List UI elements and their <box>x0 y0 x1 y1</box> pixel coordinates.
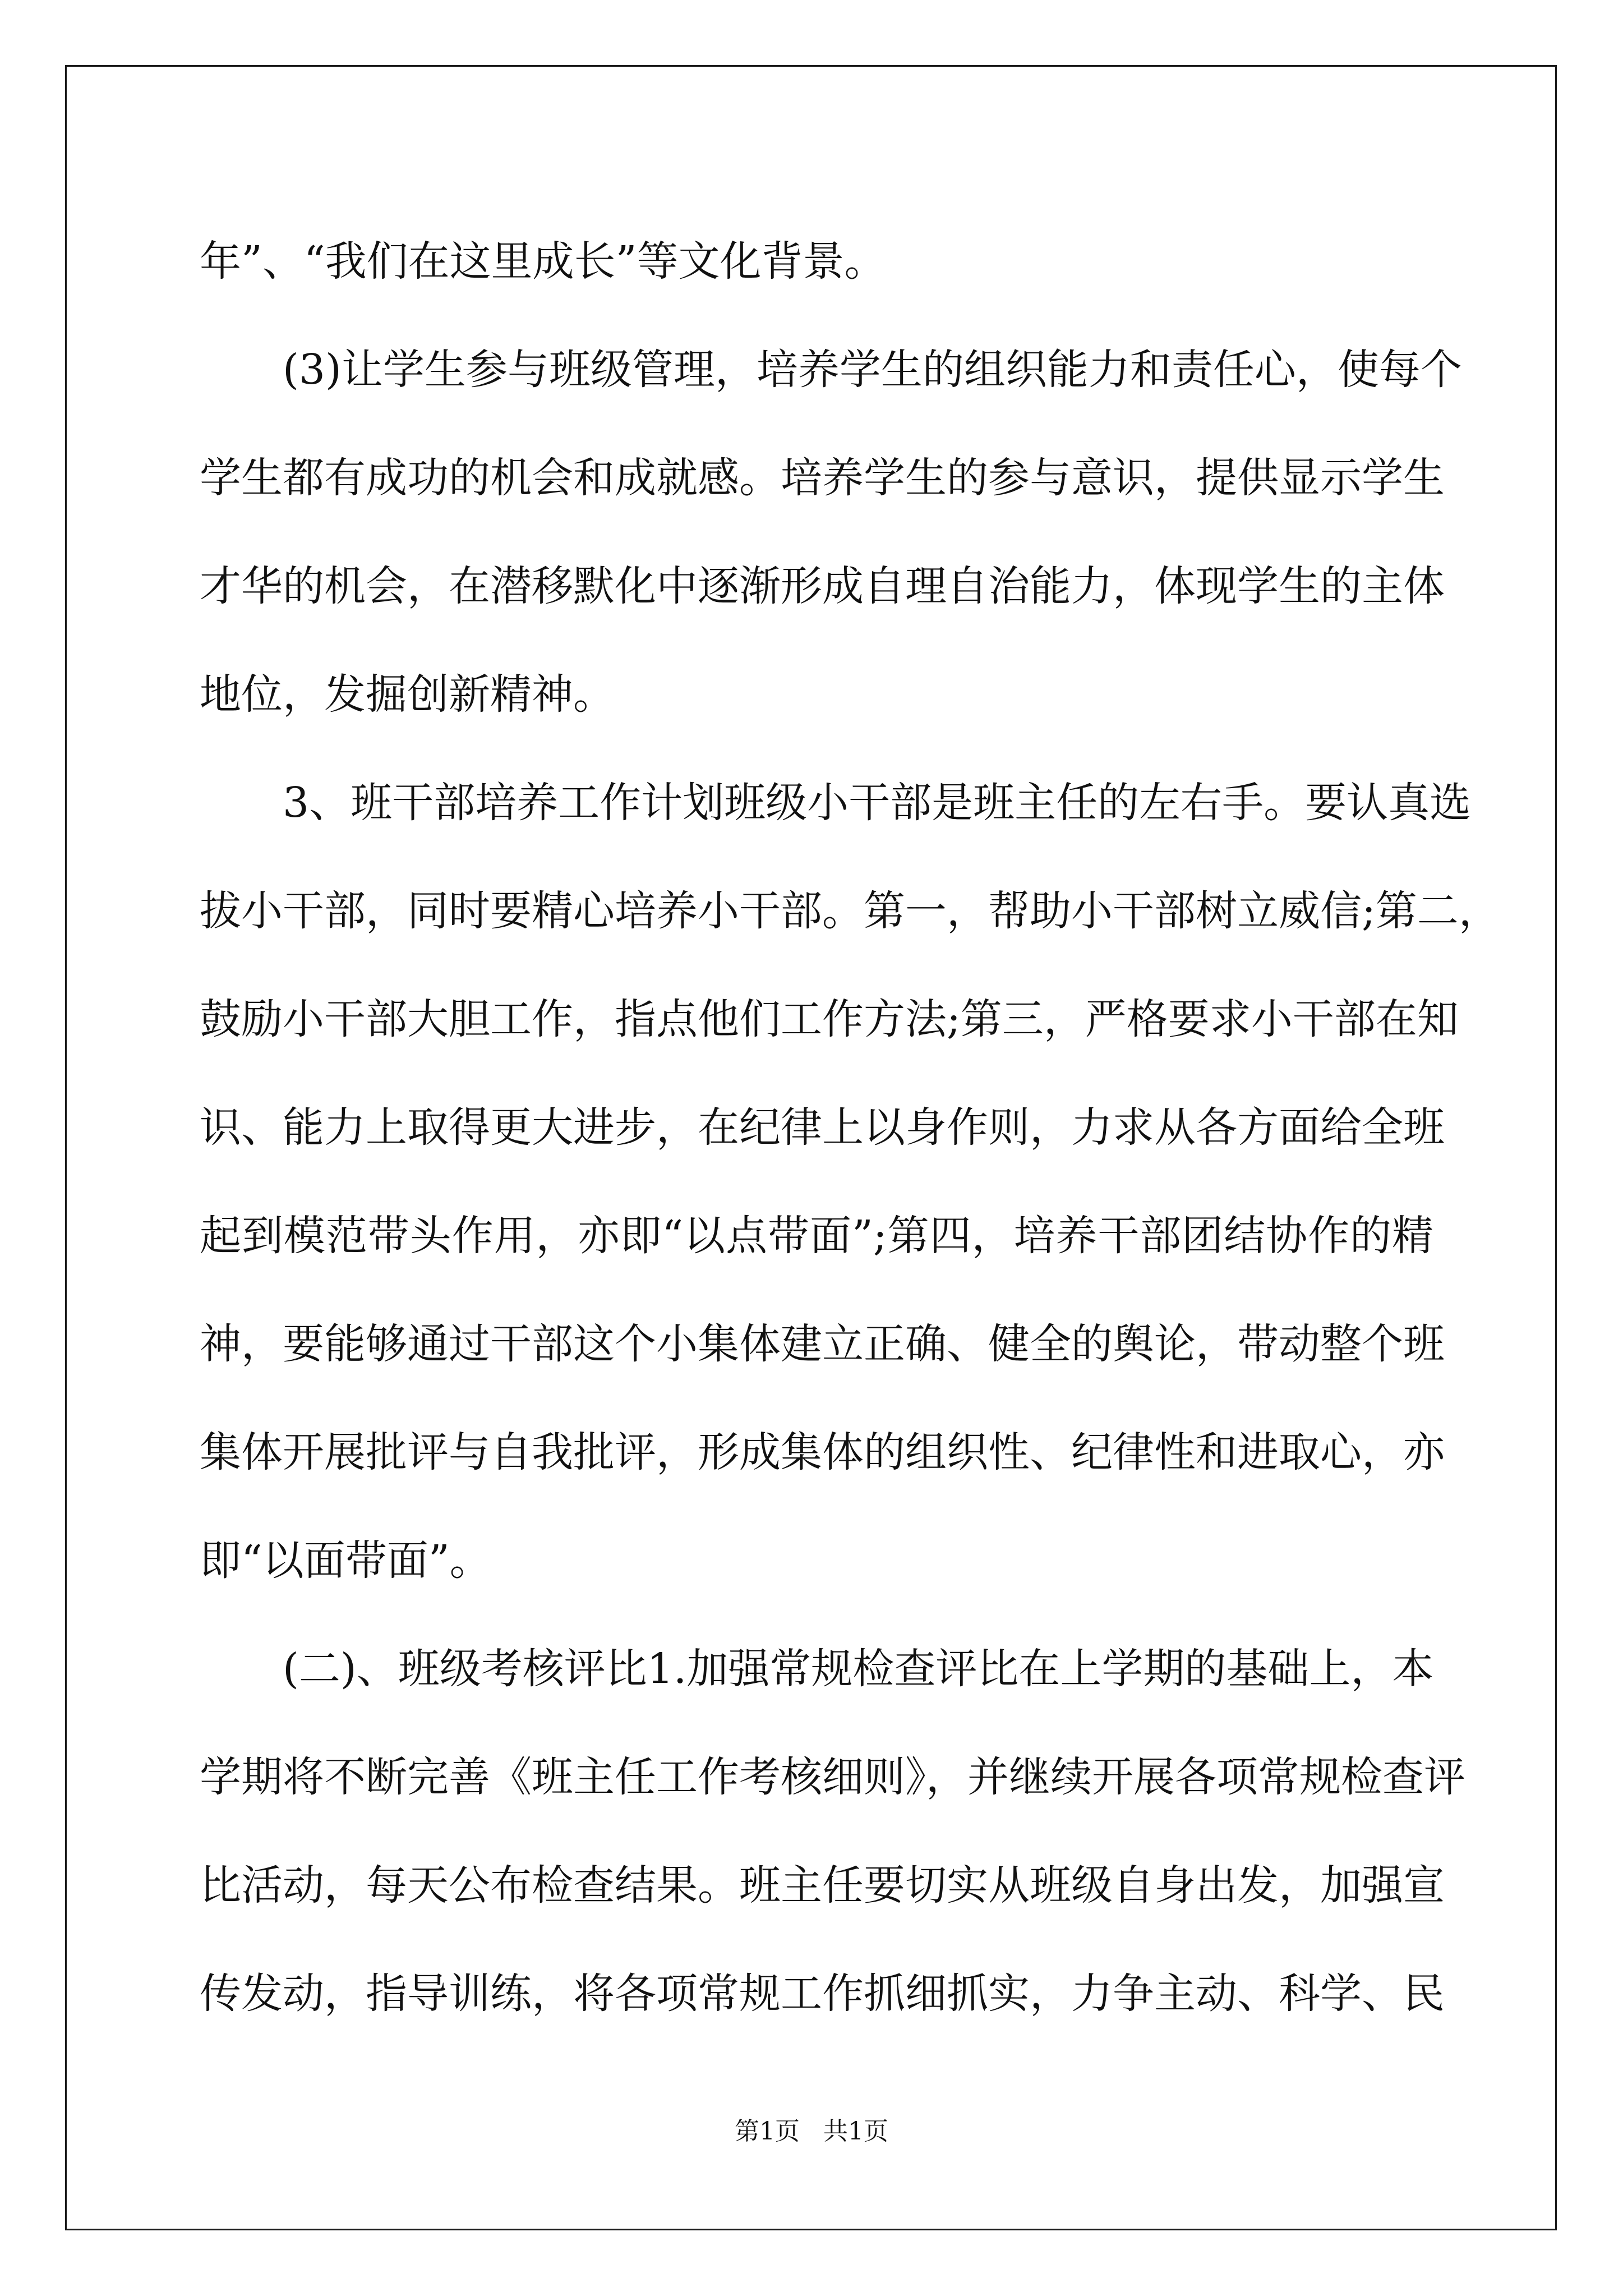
text-line: 地位，发掘创新精神。 <box>200 670 615 719</box>
text-line: (3)让学生参与班级管理，培养学生的组织能力和责任心，使每个 <box>283 346 1462 394</box>
text-line: 识、能力上取得更大进步，在纪律上以身作则，力求从各方面给全班 <box>200 1103 1445 1152</box>
text-line: 集体开展批评与自我批评，形成集体的组织性、纪律性和进取心，亦 <box>200 1428 1445 1476</box>
text-line: (二)、班级考核评比1.加强常规检查评比在上学期的基础上，本 <box>283 1645 1434 1693</box>
text-line: 比活动，每天公布检查结果。班主任要切实从班级自身出发，加强宣 <box>200 1861 1445 1910</box>
page-number: 第1页 <box>735 2117 800 2146</box>
text-line: 即“以面带面”。 <box>200 1536 491 1585</box>
text-line: 3、班干部培养工作计划班级小干部是班主任的左右手。要认真选 <box>283 779 1472 827</box>
text-line: 传发动，指导训练，将各项常规工作抓细抓实，力争主动、科学、民 <box>200 1970 1445 2018</box>
page-footer <box>0 2115 1623 2148</box>
text-line: 神，要能够通过干部这个小集体建立正确、健全的舆论，带动整个班 <box>200 1320 1445 1368</box>
page-total: 共1页 <box>823 2117 888 2146</box>
text-line: 拔小干部，同时要精心培养小干部。第一，帮助小干部树立威信;第二， <box>200 887 1500 935</box>
text-line: 年”、“我们在这里成长”等文化背景。 <box>200 237 886 286</box>
text-line: 学生都有成功的机会和成就感。培养学生的参与意识，提供显示学生 <box>200 454 1445 502</box>
text-line: 才华的机会，在潜移默化中逐渐形成自理自治能力，体现学生的主体 <box>200 562 1445 610</box>
document-body <box>200 208 1500 2048</box>
text-line: 鼓励小干部大胆工作，指点他们工作方法;第三，严格要求小干部在知 <box>200 995 1459 1043</box>
text-line: 起到模范带头作用，亦即“以点带面”;第四，培养干部团结协作的精 <box>200 1212 1433 1260</box>
text-line: 学期将不断完善《班主任工作考核细则》，并继续开展各项常规检查评 <box>200 1753 1465 1801</box>
